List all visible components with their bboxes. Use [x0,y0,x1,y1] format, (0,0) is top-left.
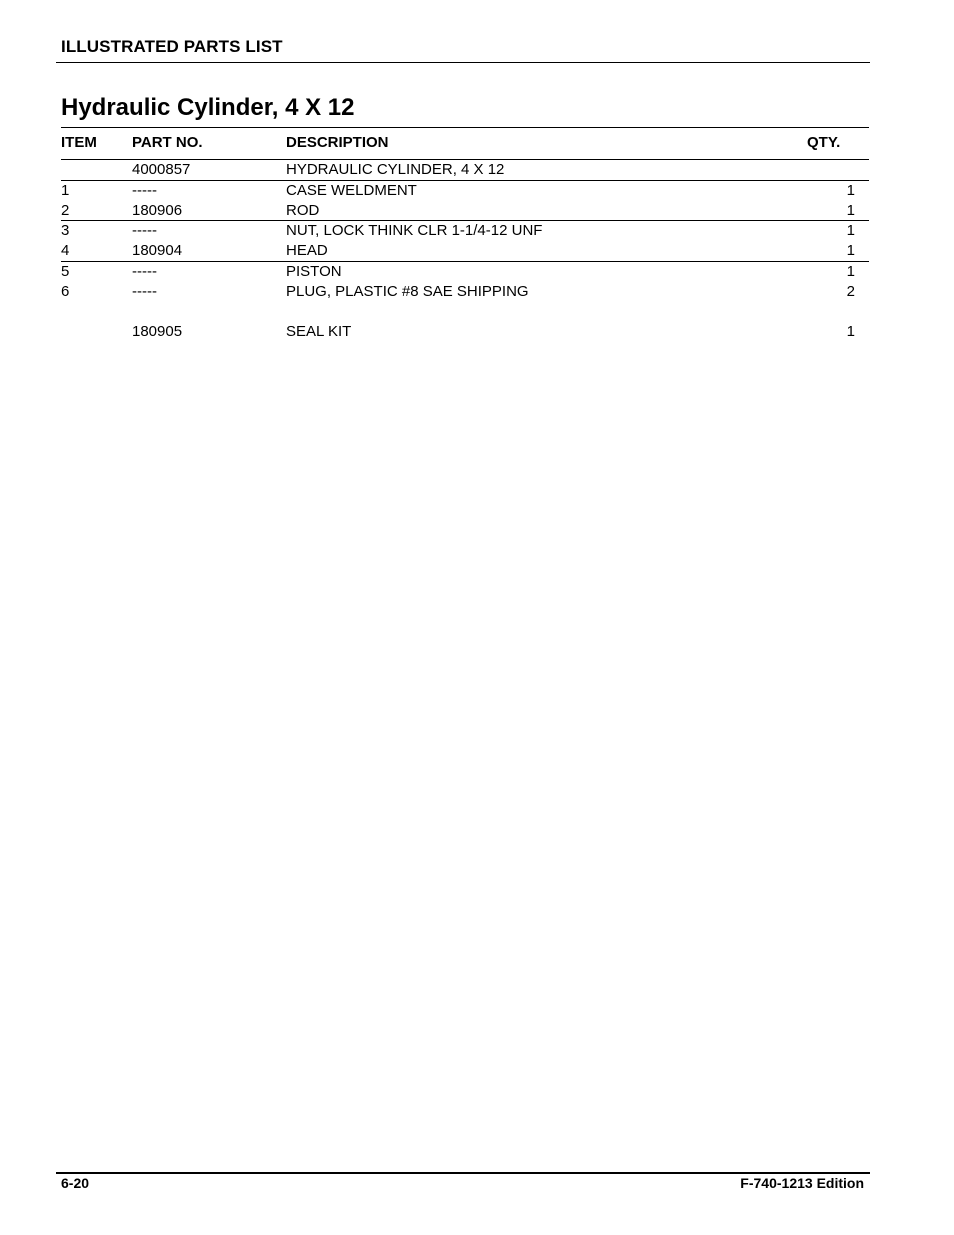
cell-item: 1 [61,181,70,199]
cell-qty: 2 [846,282,855,300]
cell-description: HEAD [286,242,328,259]
cell-item: 6 [61,282,70,300]
cell-description: PLUG, PLASTIC #8 SAE SHIPPING [286,282,529,300]
cell-description: CASE WELDMENT [286,181,417,199]
cell-part-no: ----- [132,262,157,280]
cell-qty: 1 [846,181,855,199]
cell-description: SEAL KIT [286,322,352,340]
table-spacer [61,302,869,322]
table-row [61,322,869,342]
cell-part-no: ----- [132,282,157,300]
table-row [61,221,869,241]
cell-item: 3 [61,222,70,239]
cell-part-no: 180904 [132,242,183,259]
cell-description: ROD [286,201,320,219]
cell-qty: 1 [846,222,855,239]
parts-table [61,127,869,342]
column-header-qty: QTY. [807,134,841,151]
cell-part-no: 4000857 [132,161,191,178]
table-row [61,201,869,222]
column-header-item: ITEM [61,134,97,151]
footer-divider [56,1172,870,1174]
table-row [61,160,869,181]
cell-item: 4 [61,242,70,259]
cell-part-no: ----- [132,181,157,199]
table-row [61,181,869,201]
cell-part-no: ----- [132,222,157,239]
table-row [61,262,869,282]
column-header-part-no: PART NO. [132,134,203,151]
cell-qty: 1 [846,322,855,340]
page-number: 6-20 [61,1175,90,1191]
page-title: Hydraulic Cylinder, 4 X 12 [61,94,355,121]
column-header-description: DESCRIPTION [286,134,389,151]
table-row [61,282,869,302]
cell-item: 5 [61,262,70,280]
edition-label: F-740-1213 Edition [740,1175,864,1191]
cell-qty: 1 [846,201,855,219]
table-header-row [61,127,869,160]
cell-description: NUT, LOCK THINK CLR 1-1/4-12 UNF [286,222,543,239]
cell-qty: 1 [846,262,855,280]
cell-qty: 1 [846,242,855,259]
table-row [61,241,869,262]
cell-description: PISTON [286,262,342,280]
cell-item: 2 [61,201,70,219]
cell-part-no: 180906 [132,201,183,219]
header-divider [56,62,870,63]
cell-description: HYDRAULIC CYLINDER, 4 X 12 [286,161,505,178]
cell-part-no: 180905 [132,322,183,340]
running-head: ILLUSTRATED PARTS LIST [61,37,283,56]
